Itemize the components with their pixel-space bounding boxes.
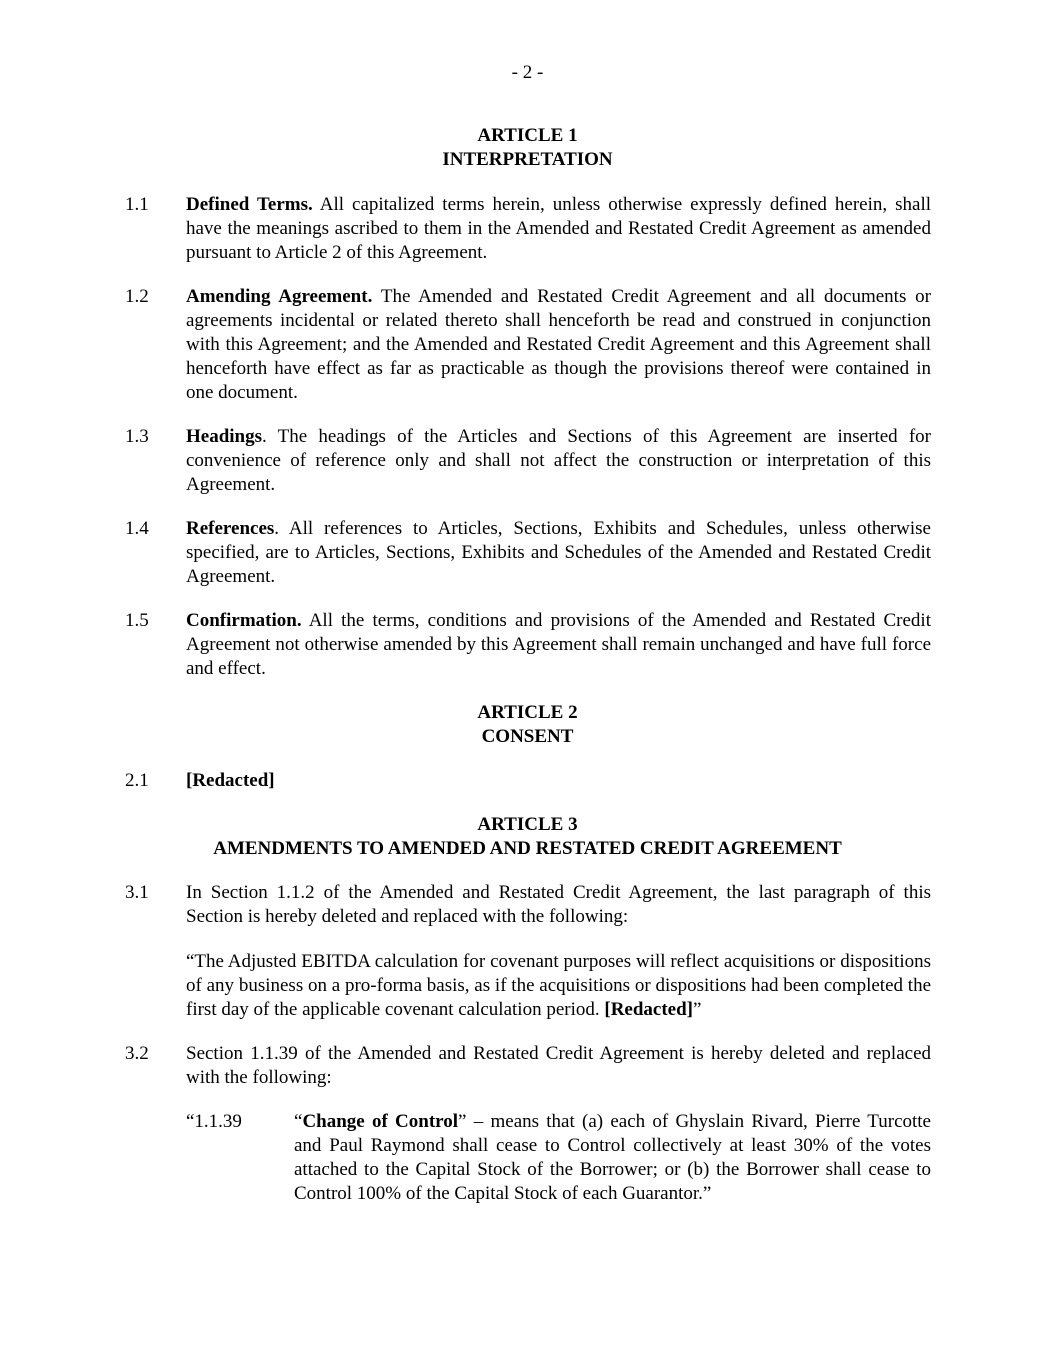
quote-redacted: [Redacted] — [604, 999, 694, 1020]
article-2-subtitle: CONSENT — [481, 726, 574, 747]
article-1-title: ARTICLE 1 — [477, 125, 578, 146]
section-number: 1.1 — [125, 194, 149, 215]
section-number: 2.1 — [125, 770, 149, 791]
section-number: 3.1 — [125, 882, 149, 903]
section-text: Section 1.1.39 of the Amended and Restated Credit Agreement is hereby deleted and replaced with the following: — [186, 1043, 931, 1088]
article-1-subtitle: INTERPRETATION — [442, 149, 613, 170]
section-number: 1.2 — [125, 286, 149, 307]
page-number: - 2 - — [511, 62, 544, 83]
section-text: All capitalized terms herein, unless otherwise expressly defined herein, shall have the meanings ascribed to them in the Amended and Restated Credit Agreement as amended pursuant to Article 2 of this Agreement. — [186, 194, 932, 263]
section-term: [Redacted] — [186, 770, 275, 791]
section-text: . All references to Articles, Sections, Exhibits and Schedules, unless otherwise specified, are to Articles, Sections, Exhibits and Schedules of the Amended and Restated Credit Agreement. — [186, 518, 931, 587]
section-term: Confirmation. — [186, 610, 302, 631]
section-text: All the terms, conditions and provisions of the Amended and Restated Credit Agreement not otherwise amended by this Agreement shall remain unchanged and have full force and effect. — [186, 610, 931, 679]
section-text: . The headings of the Articles and Sections of this Agreement are inserted for convenience of reference only and shall not affect the construction or interpretation of this Agreement. — [186, 426, 931, 495]
section-number: 1.4 — [125, 518, 149, 539]
quote-end: ” — [693, 999, 702, 1020]
article-3-heading — [0, 813, 1055, 861]
section-number: 1.5 — [125, 610, 149, 631]
article-2-title: ARTICLE 2 — [477, 702, 578, 723]
definition-term: Change of Control — [302, 1111, 459, 1132]
section-term: Defined Terms. — [186, 194, 313, 215]
section-term: Headings — [186, 426, 263, 447]
section-number: 1.3 — [125, 426, 149, 447]
section-number: 3.2 — [125, 1043, 149, 1064]
definition-open-quote: “ — [294, 1111, 303, 1132]
article-1-heading — [0, 124, 1055, 172]
section-text: In Section 1.1.2 of the Amended and Restated Credit Agreement, the last paragraph of this Section is hereby deleted and replaced with the following: — [186, 882, 931, 927]
section-term: Amending Agreement. — [186, 286, 373, 307]
definition-text: ” – means that (a) each of Ghyslain Rivard, Pierre Turcotte and Paul Raymond shall cease to Control collectively at least 30% of the votes attached to the Capital Stock of the Borrower; or (b) the Borrower shall cease to Control 100% of the Capital Stock of each Guarantor.” — [294, 1111, 931, 1204]
section-term: References — [186, 518, 275, 539]
definition-number: “1.1.39 — [186, 1111, 242, 1132]
section-text: The Amended and Restated Credit Agreement and all documents or agreements incidental or related thereto shall henceforth be read and construed in conjunction with this Agreement; and the Amended and Restated Credit Agreement and this Agreement shall henceforth have effect as far as practicable as though the provisions thereof were contained in one document. — [186, 286, 931, 403]
article-2-heading — [0, 701, 1055, 749]
article-3-subtitle: AMENDMENTS TO AMENDED AND RESTATED CREDIT AGREEMENT — [213, 838, 842, 859]
quote-text: “The Adjusted EBITDA calculation for covenant purposes will reflect acquisitions or dispositions of any business on a pro-forma basis, as if the acquisitions or dispositions had been completed the first day of the applicable covenant calculation period. — [186, 951, 931, 1020]
article-3-title: ARTICLE 3 — [477, 814, 578, 835]
